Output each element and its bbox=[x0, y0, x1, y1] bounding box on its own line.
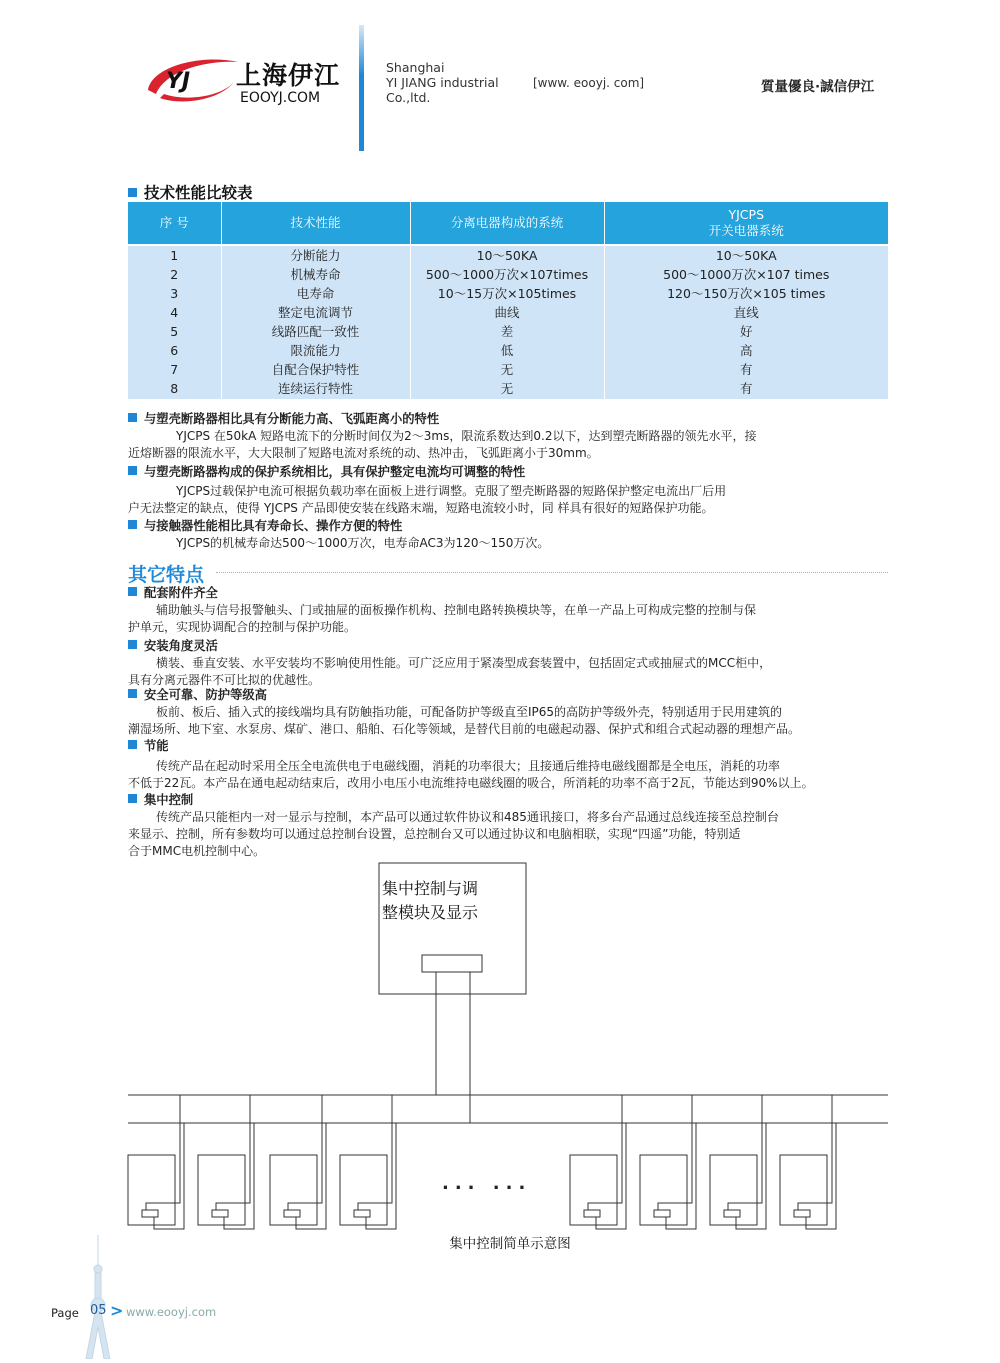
table-cell: 整定电流调节 bbox=[221, 303, 410, 322]
table-cell: 500～1000万次×107times bbox=[410, 265, 604, 284]
feature-heading: 安全可靠、防护等级高 bbox=[144, 688, 267, 702]
feature-heading: 集中控制 bbox=[144, 793, 194, 807]
square-bullet-icon bbox=[128, 520, 137, 529]
square-bullet-icon bbox=[128, 413, 137, 422]
company-line: Co.,ltd. bbox=[386, 90, 431, 105]
col-header-yjcps bbox=[604, 202, 888, 245]
table-cell: 分断能力 bbox=[221, 245, 410, 265]
feature-heading: 配套附件齐全 bbox=[144, 586, 218, 600]
footer-url: www.eooyj.com bbox=[126, 1305, 217, 1319]
table-cell: 自配合保护特性 bbox=[221, 361, 410, 380]
table-cell: 3 bbox=[128, 284, 221, 303]
paragraph-line: YJCPS的机械寿命达500～1000万次，电寿命AC3为120～150万次。 bbox=[176, 536, 550, 550]
other-features-heading: 其它特点 bbox=[128, 564, 205, 586]
table-cell: 差 bbox=[410, 322, 604, 341]
feature-heading: 节能 bbox=[144, 739, 169, 753]
chevron-right-icon: > bbox=[110, 1301, 124, 1320]
table-row bbox=[128, 303, 888, 322]
table-header-row bbox=[128, 202, 888, 245]
paragraph-line: YJCPS 在50kA 短路电流下的分断时间仅为2～3ms，限流系数达到0.2以下，达到塑壳断路器的领先水平，接 bbox=[176, 429, 757, 443]
compare-point-breaking bbox=[128, 411, 890, 462]
table-cell: 曲线 bbox=[410, 303, 604, 322]
table-row bbox=[128, 341, 888, 360]
square-bullet-icon bbox=[128, 188, 137, 197]
company-line: Shanghai bbox=[386, 60, 445, 75]
table-cell: 120～150万次×105 times bbox=[604, 284, 888, 303]
table-row bbox=[128, 284, 888, 303]
paragraph-line: 潮湿场所、地下室、水泵房、煤矿、港口、船舶、石化等领域，是替代目前的电磁起动器、保护式和组合式起动器的理想产品。 bbox=[128, 722, 801, 736]
ellipsis-dots: ... ... bbox=[442, 1173, 532, 1194]
square-bullet-icon bbox=[128, 740, 137, 749]
company-name bbox=[386, 60, 499, 105]
feature-accessories bbox=[128, 585, 890, 636]
table-cell: 无 bbox=[410, 361, 604, 380]
compare-point-heading: 与塑壳断路器相比具有分断能力高、飞弧距离小的特性 bbox=[144, 412, 440, 426]
logo-mark bbox=[142, 52, 242, 108]
table-row bbox=[128, 265, 888, 284]
table-row bbox=[128, 380, 888, 399]
paragraph-line: 具有分离元器件不可比拟的优越性。 bbox=[128, 673, 321, 687]
paragraph-line: 近熔断器的限流水平，大大限制了短路电流对系统的动、热冲击，飞弧距离小于30mm。 bbox=[128, 446, 599, 460]
table-cell: 1 bbox=[128, 245, 221, 265]
col-header-performance: 技术性能 bbox=[221, 202, 410, 245]
table-cell: 10～15万次×105times bbox=[410, 284, 604, 303]
table-row bbox=[128, 361, 888, 380]
heading-dotted-divider bbox=[216, 572, 888, 573]
feature-centralized-control bbox=[128, 792, 890, 860]
table-cell: 无 bbox=[410, 380, 604, 399]
feature-safety bbox=[128, 687, 890, 738]
control-module-label-line: 整模块及显示 bbox=[382, 903, 479, 922]
table-cell: 10～50KA bbox=[410, 245, 604, 265]
table-cell: 6 bbox=[128, 341, 221, 360]
device-units-right bbox=[570, 1095, 836, 1229]
tower-icon bbox=[78, 1235, 118, 1359]
page-number: 05 bbox=[90, 1303, 107, 1318]
square-bullet-icon bbox=[128, 794, 137, 803]
compare-point-adjustable bbox=[128, 464, 890, 517]
col-header-yjcps-line2: 开关电器系统 bbox=[708, 223, 784, 238]
table-heading bbox=[128, 181, 253, 203]
table-cell: 电寿命 bbox=[221, 284, 410, 303]
table-cell: 高 bbox=[604, 341, 888, 360]
paragraph-line: 合于MMC电机控制中心。 bbox=[128, 844, 266, 858]
header-website: [www. eooyj. com] bbox=[533, 76, 645, 90]
paragraph-line: 护单元，实现协调配合的控制与保护功能。 bbox=[128, 620, 357, 634]
table-cell: 线路匹配一致性 bbox=[221, 322, 410, 341]
table-cell: 机械寿命 bbox=[221, 265, 410, 284]
paragraph-line: 传统产品在起动时采用全压全电流供电于电磁线圈，消耗的功率很大；且接通后维持电磁线圈都是全电压，消耗的功率 bbox=[156, 759, 781, 773]
paragraph-line: 板前、板后、插入式的接线端均具有防触指功能，可配备防护等级直至IP65的高防护等级外壳，特别适用于民用建筑的 bbox=[156, 705, 783, 719]
device-units-left bbox=[128, 1095, 396, 1229]
table-cell: 有 bbox=[604, 361, 888, 380]
company-line: YI JIANG industrial bbox=[386, 75, 499, 90]
logo-mark-text: YJ bbox=[166, 69, 191, 94]
performance-table bbox=[128, 202, 888, 399]
control-module-label-line: 集中控制与调 bbox=[382, 879, 479, 898]
square-bullet-icon bbox=[128, 640, 137, 649]
control-display-slot bbox=[422, 955, 482, 972]
paragraph-line: 户无法整定的缺点，使得 YJCPS 产品即使安装在线路末端，短路电流较小时，同 样具有很好的短路保护功能。 bbox=[128, 501, 714, 515]
centralized-control-diagram bbox=[120, 855, 900, 1255]
logo-chinese-name: 上海伊江 bbox=[236, 61, 341, 90]
table-cell: 限流能力 bbox=[221, 341, 410, 360]
paragraph-line: 不低于22瓦。本产品在通电起动结束后，改用小电压小电流维持电磁线圈的吸合，所消耗的功率不高于2瓦，节能达到90%以上。 bbox=[128, 776, 814, 790]
compare-point-heading: 与接触器性能相比具有寿命长、操作方便的特性 bbox=[144, 519, 403, 533]
table-cell: 好 bbox=[604, 322, 888, 341]
table-cell: 5 bbox=[128, 322, 221, 341]
table-cell: 4 bbox=[128, 303, 221, 322]
table-cell: 10～50KA bbox=[604, 245, 888, 265]
square-bullet-icon bbox=[128, 689, 137, 698]
paragraph-line: 横装、垂直安装、水平安装均不影响使用性能。可广泛应用于紧凑型成套装置中，包括固定式或抽屉式的MCC柜中， bbox=[156, 656, 772, 670]
compare-point-lifetime bbox=[128, 518, 890, 552]
paragraph-line: 传统产品只能柜内一对一显示与控制，本产品可以通过软件协议和485通讯接口，将多台产品通过总线连接至总控制台 bbox=[156, 810, 779, 824]
col-header-separate-system: 分离电器构成的系统 bbox=[410, 202, 604, 245]
paragraph-line: 辅助触头与信号报警触头、门或抽屉的面板操作机构、控制电路转换模块等，在单一产品上可构成完整的控制与保 bbox=[156, 603, 757, 617]
header-divider bbox=[359, 25, 364, 151]
table-heading-text: 技术性能比较表 bbox=[144, 184, 253, 202]
col-header-yjcps-line1: YJCPS bbox=[728, 207, 765, 222]
paragraph-line: 来显示、控制，所有参数均可以通过总控制台设置，总控制台又可以通过协议和电脑相联，实现“四遥”功能，特别适 bbox=[128, 827, 741, 841]
paragraph-line: YJCPS过载保护电流可根据负载功率在面板上进行调整。克服了塑壳断路器的短路保护整定电流出厂后用 bbox=[176, 484, 727, 498]
table-cell: 连续运行特性 bbox=[221, 380, 410, 399]
diagram-caption: 集中控制简单示意图 bbox=[449, 1236, 571, 1252]
square-bullet-icon bbox=[128, 466, 137, 475]
feature-heading: 安装角度灵活 bbox=[144, 639, 218, 653]
table-cell: 8 bbox=[128, 380, 221, 399]
table-cell: 有 bbox=[604, 380, 888, 399]
square-bullet-icon bbox=[128, 587, 137, 596]
table-cell: 低 bbox=[410, 341, 604, 360]
table-cell: 500～1000万次×107 times bbox=[604, 265, 888, 284]
table-row bbox=[128, 245, 888, 265]
control-module-label bbox=[382, 877, 522, 925]
table-row bbox=[128, 322, 888, 341]
col-header-index: 序 号 bbox=[128, 202, 221, 245]
feature-energy-saving bbox=[128, 738, 890, 792]
page-label: Page bbox=[51, 1306, 79, 1320]
table-cell: 7 bbox=[128, 361, 221, 380]
compare-point-heading: 与塑壳断路器构成的保护系统相比，具有保护整定电流均可调整的特性 bbox=[144, 465, 526, 479]
table-cell: 2 bbox=[128, 265, 221, 284]
table-cell: 直线 bbox=[604, 303, 888, 322]
feature-mounting bbox=[128, 638, 890, 689]
logo-english-name: EOOYJ.COM bbox=[240, 90, 321, 106]
header-slogan: 質量優良·誠信伊江 bbox=[761, 79, 875, 95]
